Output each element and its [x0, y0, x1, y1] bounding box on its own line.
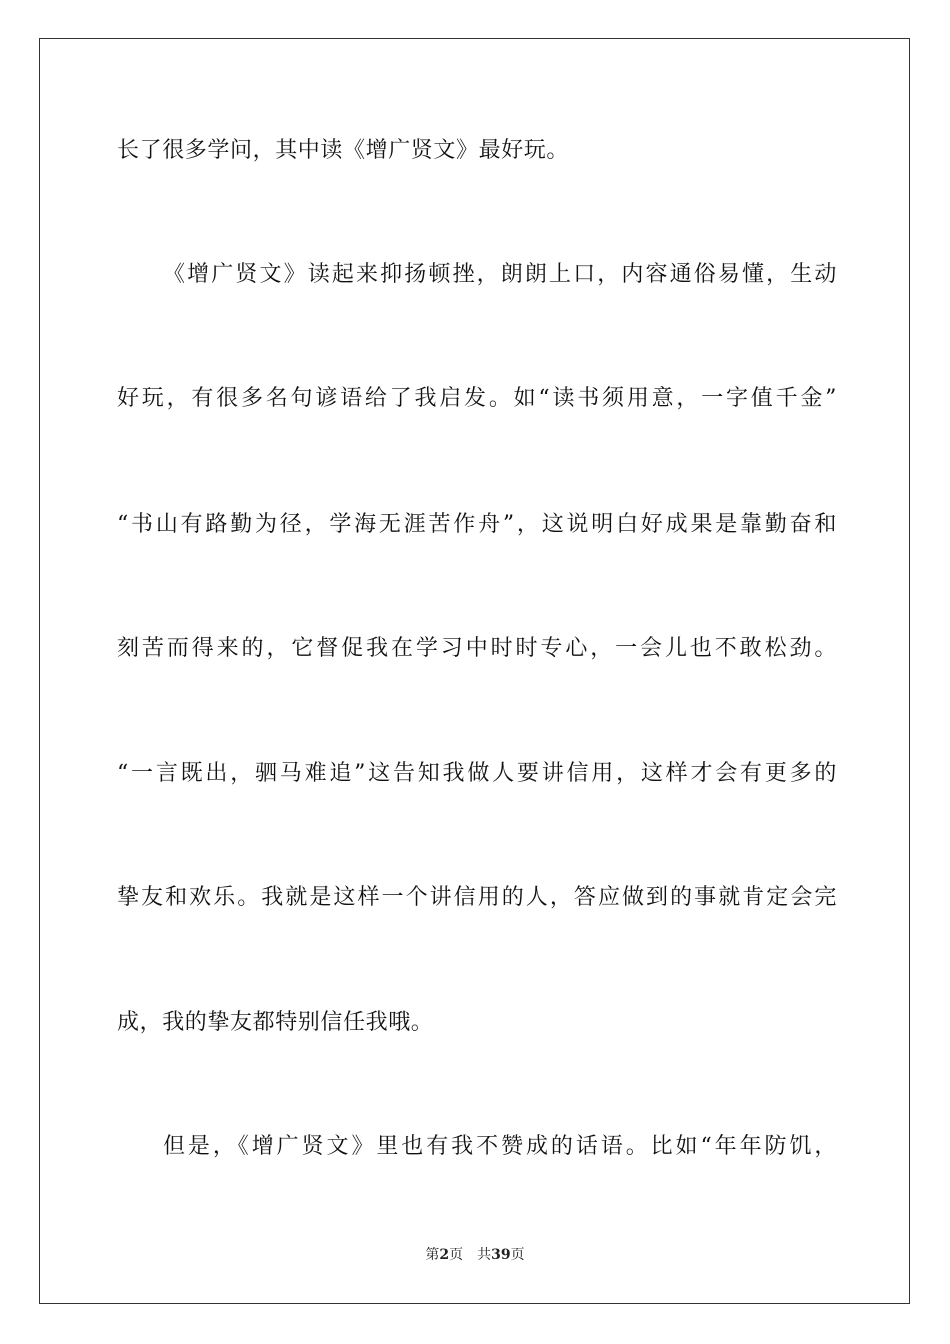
total-pages: 39 — [491, 1247, 511, 1263]
total-suffix: 页 — [510, 1247, 525, 1263]
text-line-5: 刻苦而得来的，它督促我在学习中时时专心，一会儿也不敢松劲。 — [117, 636, 837, 661]
text-line-3: 好玩，有很多名句谚语给了我启发。如“读书须用意，一字值千金” — [117, 386, 837, 411]
total-prefix: 共 — [477, 1247, 492, 1263]
text-line-7: 挚友和欢乐。我就是这样一个讲信用的人，答应做到的事就肯定会完 — [117, 885, 837, 910]
page-prefix: 第 — [425, 1247, 440, 1263]
page-number: 2 — [439, 1247, 450, 1263]
page-footer — [0, 1245, 950, 1265]
page-border — [39, 38, 910, 1304]
text-line-2: 《增广贤文》读起来抑扬顿挫，朗朗上口，内容通俗易懂，生动 — [163, 262, 837, 287]
text-line-8: 成，我的挚友都特别信任我哦。 — [117, 1010, 434, 1035]
text-line-1: 长了很多学问，其中读《增广贤文》最好玩。 — [117, 138, 570, 163]
text-line-9: 但是，《增广贤文》里也有我不赞成的话语。比如“年年防饥， — [163, 1134, 837, 1159]
page-suffix: 页 — [449, 1247, 464, 1263]
text-line-6: “一言既出，驷马难追”这告知我做人要讲信用，这样才会有更多的 — [117, 761, 837, 786]
text-line-4: “书山有路勤为径，学海无涯苦作舟”，这说明白好成果是靠勤奋和 — [117, 512, 837, 537]
